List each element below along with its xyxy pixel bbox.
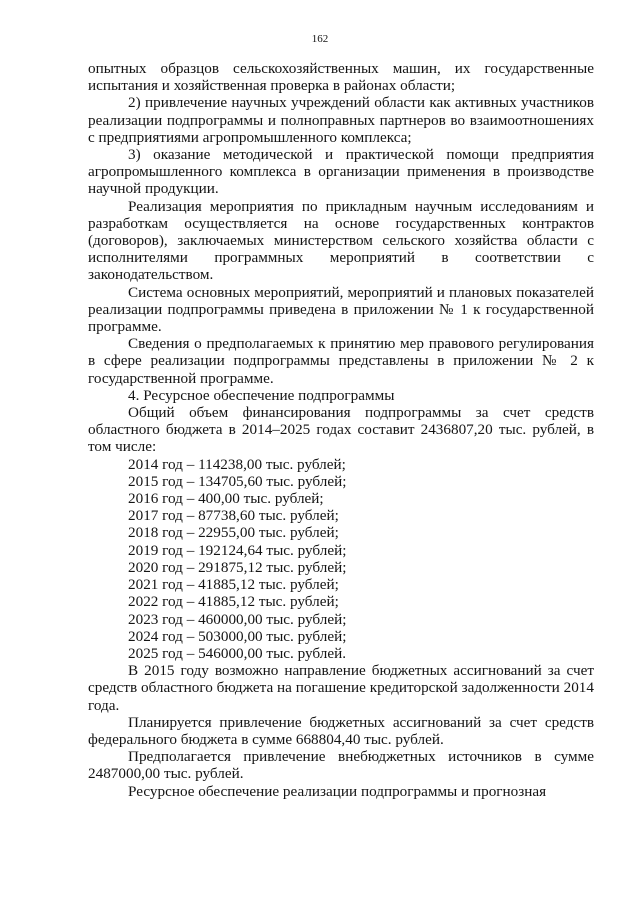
paragraph-item-3: 3) оказание методической и практической помощи предприятия агропромышленного комплекса в организации применения в производстве научной продукции. xyxy=(88,146,594,198)
list-item: 2020 год – 291875,12 тыс. рублей; xyxy=(128,558,347,576)
paragraph-item-2: 2) привлечение научных учреждений области как активных участников реализации подпрограммы и полноправных партнеров во взаимоотношениях с предприятиями агропромышленного комплекса; xyxy=(88,94,594,146)
list-item: 2018 год – 22955,00 тыс. рублей; xyxy=(128,524,339,542)
list-item: 2019 год – 192124,64 тыс. рублей; xyxy=(128,541,347,559)
list-item: 2015 год – 134705,60 тыс. рублей; xyxy=(128,472,347,490)
section-heading: 4. Ресурсное обеспечение подпрограммы xyxy=(128,386,395,404)
paragraph-extrabudgetary: Предполагается привлечение внебюджетных источников в сумме 2487000,00 тыс. рублей. xyxy=(88,748,594,783)
paragraph-financing-intro: Общий объем финансирования подпрограммы за счет средств областного бюджета в 2014–2025 годах составит 2436807,20 тыс. рублей, в том числе: xyxy=(88,404,594,456)
paragraph-federal-budget: Планируется привлечение бюджетных ассигнований за счет средств федерального бюджета в сумме 668804,40 тыс. рублей. xyxy=(88,713,594,748)
list-item: 2022 год – 41885,12 тыс. рублей; xyxy=(128,593,339,611)
list-item: 2025 год – 546000,00 тыс. рублей. xyxy=(128,644,346,662)
list-item: 2024 год – 503000,00 тыс. рублей; xyxy=(128,627,347,645)
paragraph-2015-debt: В 2015 году возможно направление бюджетных ассигнований за счет средств областного бюджета на погашение кредиторской задолженности 2014 года. xyxy=(88,662,594,714)
page-number: 162 xyxy=(311,33,329,45)
list-item: 2017 год – 87738,60 тыс. рублей; xyxy=(128,507,339,525)
document-body xyxy=(88,60,594,800)
paragraph-resource-provision: Ресурсное обеспечение реализации подпрограммы и прогнозная xyxy=(128,782,547,800)
paragraph-measures-system: Система основных мероприятий, мероприятий и плановых показателей реализации подпрограммы приведена в приложении № 1 к государственной программе. xyxy=(88,283,594,336)
list-item: 2014 год – 114238,00 тыс. рублей; xyxy=(128,455,346,473)
paragraph-legal-regulation: Сведения о предполагаемых к принятию мер правового регулирования в сфере реализации подпрограммы представлены в приложении № 2 к государственной программе. xyxy=(88,335,594,387)
list-item: 2023 год – 460000,00 тыс. рублей; xyxy=(128,610,347,628)
paragraph-implementation: Реализация мероприятия по прикладным научным исследованиям и разработкам осуществляется на основе государственных контрактов (договоров), заключаемых министерством сельского хозяйства области с исполнителями программных мероприятий в соответствии с законодательством. xyxy=(88,197,594,284)
paragraph-continuation: опытных образцов сельскохозяйственных машин, их государственные испытания и хозяйственная проверка в районах области; xyxy=(88,60,594,95)
yearly-financing-list xyxy=(88,456,594,662)
list-item: 2016 год – 400,00 тыс. рублей; xyxy=(128,490,324,508)
list-item: 2021 год – 41885,12 тыс. рублей; xyxy=(128,576,339,594)
